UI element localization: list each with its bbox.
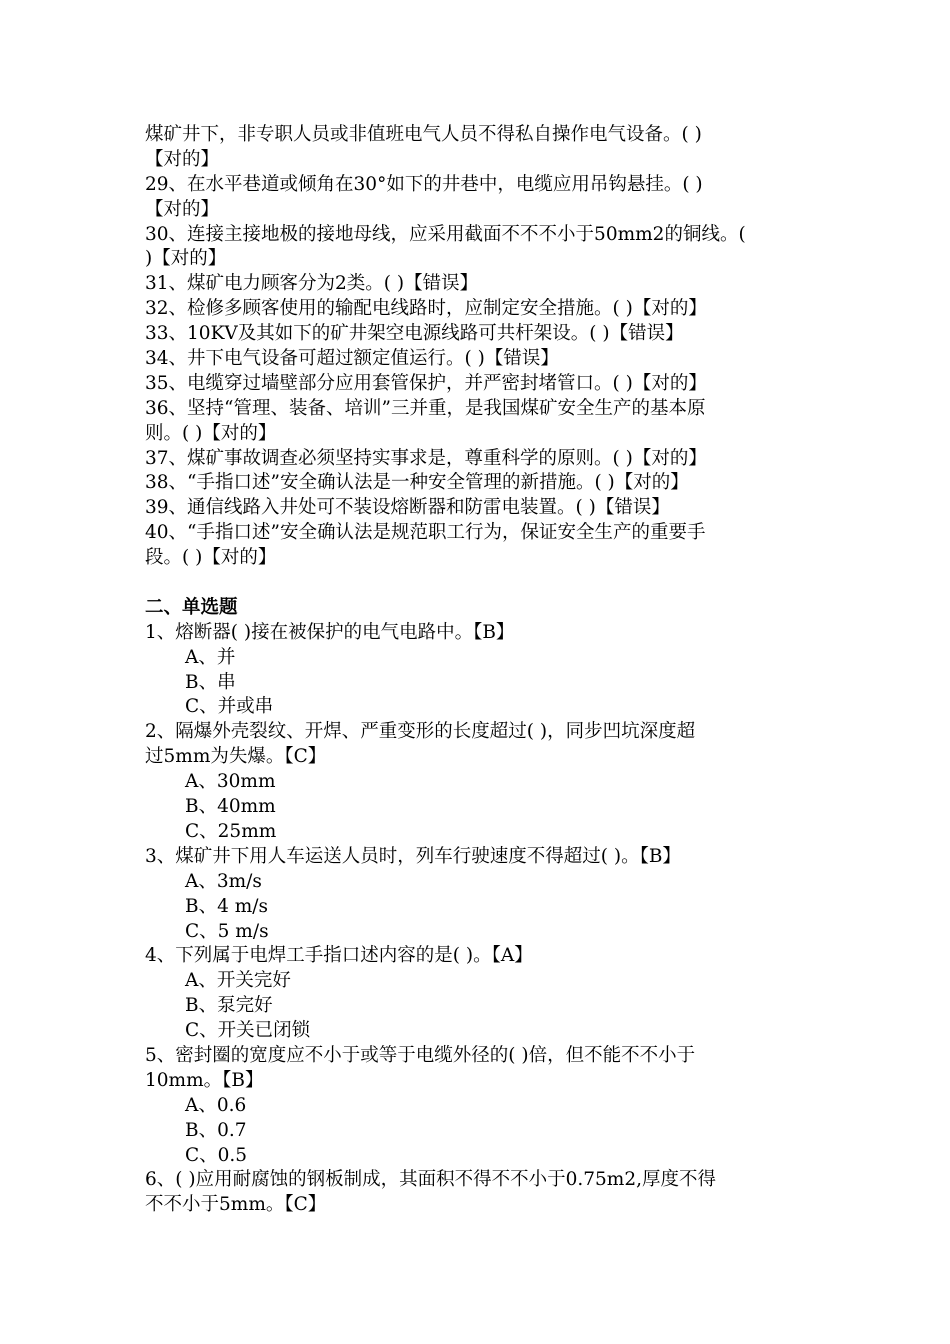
question-line: 2、隔爆外壳裂纹、开焊、严重变形的长度超过( )，同步凹坑深度超	[145, 721, 696, 743]
question-line: 【对的】	[145, 198, 220, 220]
question-line: 33、10KV及其如下的矿井架空电源线路可共杆架设。( )【错误】	[145, 323, 684, 345]
question-line: 过5mm为失爆。【C】	[145, 746, 327, 768]
question-line: 36、坚持“管理、装备、培训”三并重，是我国煤矿安全生产的基本原	[145, 397, 706, 419]
question-line: 【对的】	[145, 148, 220, 170]
question-line: 6、( )应用耐腐蚀的钢板制成，其面积不得不不小于0.75m2,厚度不得	[145, 1169, 716, 1191]
answer-option: A、并	[185, 646, 236, 668]
question-line: 37、煤矿事故调查必须坚持实事求是，尊重科学的原则。( )【对的】	[145, 447, 707, 469]
answer-option: B、0.7	[185, 1119, 247, 1141]
answer-option: B、4 m/s	[185, 895, 269, 917]
answer-option: C、并或串	[185, 696, 274, 718]
single-choice-section	[145, 621, 810, 1218]
answer-option: C、25mm	[185, 820, 277, 842]
section-title: 二、单选题	[145, 596, 238, 618]
question-line: )【对的】	[145, 248, 227, 270]
question-line: 32、检修多顾客使用的输配电线路时，应制定安全措施。( )【对的】	[145, 298, 707, 320]
answer-option: C、开关已闭锁	[185, 1020, 311, 1042]
question-line: 3、煤矿井下用人车运送人员时，列车行驶速度不得超过( )。【B】	[145, 845, 681, 867]
answer-option: B、串	[185, 671, 236, 693]
question-line: 1、熔断器( )接在被保护的电气电路中。【B】	[145, 621, 515, 643]
document-page	[145, 123, 810, 1218]
answer-option: A、30mm	[185, 771, 276, 793]
judgement-section	[145, 123, 810, 571]
question-line: 34、井下电气设备可超过额定值运行。( )【错误】	[145, 348, 559, 370]
answer-option: B、泵完好	[185, 995, 273, 1017]
question-line: 不不小于5mm。【C】	[145, 1194, 327, 1216]
question-line: 31、煤矿电力顾客分为2类。( )【错误】	[145, 273, 479, 295]
question-line: 40、“手指口述”安全确认法是规范职工行为，保证安全生产的重要手	[145, 522, 706, 544]
answer-option: A、开关完好	[185, 970, 291, 992]
question-line: 则。( )【对的】	[145, 422, 277, 444]
question-line: 35、电缆穿过墙壁部分应用套管保护，并严密封堵管口。( )【对的】	[145, 372, 707, 394]
answer-option: C、0.5	[185, 1144, 248, 1166]
answer-option: B、40mm	[185, 796, 276, 818]
answer-option: A、3m/s	[185, 870, 262, 892]
question-line: 5、密封圈的宽度应不小于或等于电缆外径的( )倍，但不能不不小于	[145, 1044, 696, 1066]
question-line: 4、下列属于电焊工手指口述内容的是( )。【A】	[145, 945, 533, 967]
answer-option: C、5 m/s	[185, 920, 269, 942]
spacer	[145, 571, 810, 596]
question-line: 29、在水平巷道或倾角在30°如下的井巷中，电缆应用吊钩悬挂。( )	[145, 173, 703, 195]
question-line: 煤矿井下，非专职人员或非值班电气人员不得私自操作电气设备。( )	[145, 124, 702, 145]
question-line: 39、通信线路入井处可不装设熔断器和防雷电装置。( )【错误】	[145, 497, 670, 519]
question-line: 30、连接主接地极的接地母线，应采用截面不不不小于50mm2的铜线。(	[145, 223, 746, 245]
question-line: 段。( )【对的】	[145, 547, 277, 569]
question-line: 10mm。【B】	[145, 1069, 264, 1091]
question-line: 38、“手指口述”安全确认法是一种安全管理的新措施。( )【对的】	[145, 472, 689, 494]
answer-option: A、0.6	[185, 1094, 247, 1116]
